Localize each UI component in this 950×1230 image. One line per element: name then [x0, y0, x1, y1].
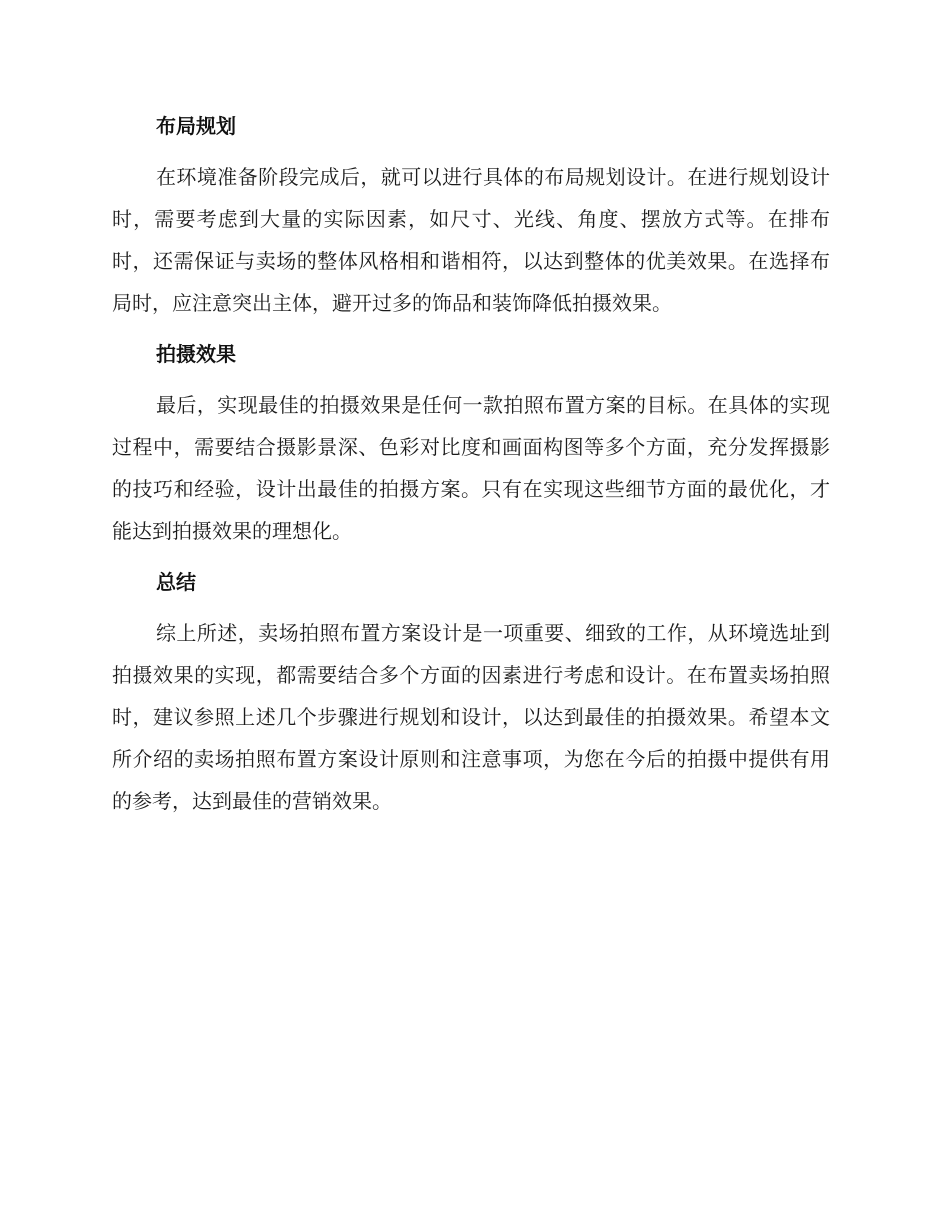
- section-paragraph: 综上所述，卖场拍照布置方案设计是一项重要、细致的工作，从环境选址到拍摄效果的实现，都需要结合多个方面的因素进行考虑和设计。在布置卖场拍照时，建议参照上述几个步骤进行规划和设计，以达到最佳的拍摄效果。希望本文所介绍的卖场拍照布置方案设计原则和注意事项，为您在今后的拍摄中提供有用的参考，达到最佳的营销效果。: [112, 621, 830, 813]
- section-layout-planning: [112, 108, 830, 324]
- section-heading: 总结: [156, 570, 196, 594]
- document-content: [112, 108, 830, 834]
- section-shooting-effect: [112, 336, 830, 552]
- section-heading: 布局规划: [156, 114, 236, 138]
- section-paragraph: 在环境准备阶段完成后，就可以进行具体的布局规划设计。在进行规划设计时，需要考虑到大量的实际因素，如尺寸、光线、角度、摆放方式等。在排布时，还需保证与卖场的整体风格相和谐相符，以达到整体的优美效果。在选择布局时，应注意突出主体，避开过多的饰品和装饰降低拍摄效果。: [112, 165, 830, 315]
- section-heading: 拍摄效果: [156, 342, 236, 366]
- section-paragraph: 最后，实现最佳的拍摄效果是任何一款拍照布置方案的目标。在具体的实现过程中，需要结合摄影景深、色彩对比度和画面构图等多个方面，充分发挥摄影的技巧和经验，设计出最佳的拍摄方案。只有在实现这些细节方面的最优化，才能达到拍摄效果的理想化。: [112, 393, 830, 543]
- section-summary: [112, 564, 830, 822]
